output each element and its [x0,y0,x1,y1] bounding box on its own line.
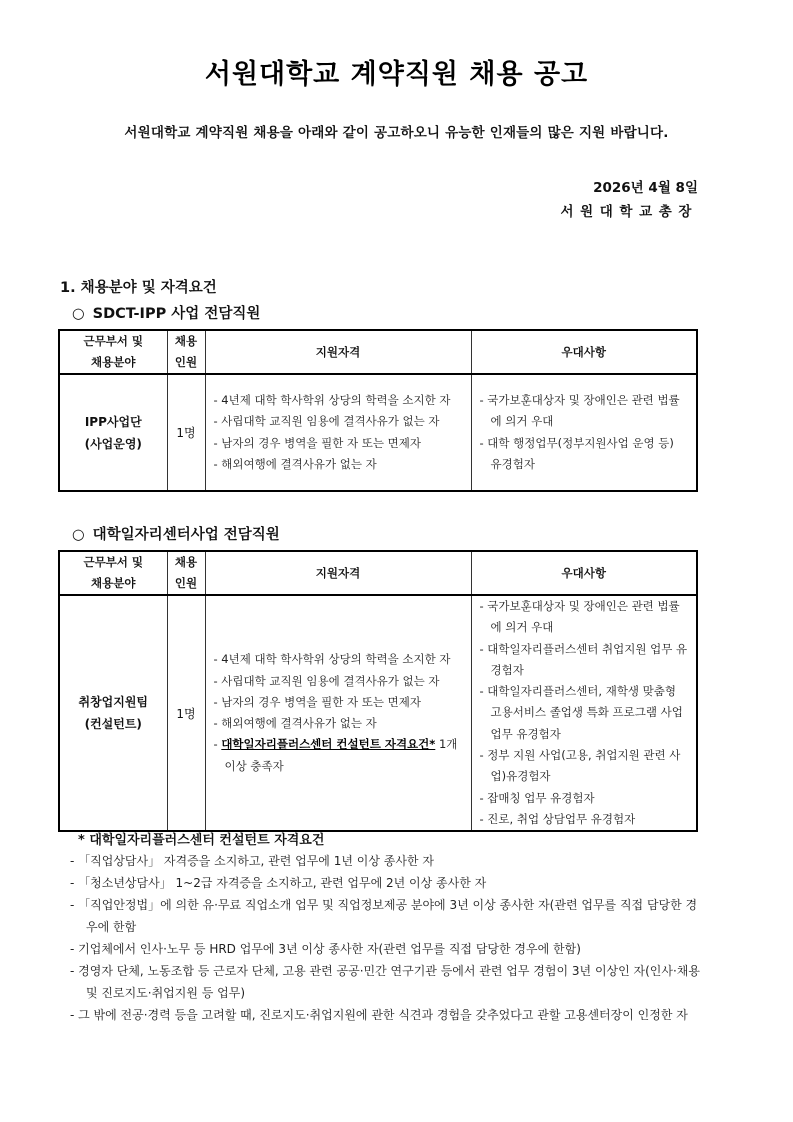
list-item: - 사립대학 교직원 임용에 결격사유가 없는 자 [213,414,440,429]
list-item: - 대학 행정업무(정부지원사업 운영 등) 유경험자 [479,435,674,471]
header-preferences: 우대사항 [471,330,697,374]
section-heading: 1. 채용분야 및 자격요건 [60,280,217,296]
position-title: 대학일자리센터사업 전담직원 [92,527,280,543]
qualifications-cell [205,595,471,831]
preferences-cell [471,374,697,491]
count-cell: 1명 [167,595,205,831]
position-table [58,329,698,492]
list-item: - 그 밖에 전공·경력 등을 고려할 때, 진로지도·취업지원에 관한 식견과 경험을 갖추었다고 관할 고용센터장이 인정한 자 [70,1008,688,1022]
list-item: - 대학일자리플러스센터 취업지원 업무 유경험자 [479,641,688,677]
circle-bullet-icon: ○ [72,306,85,322]
header-count: 채용 인원 [167,330,205,374]
list-item: - 4년제 대학 학사학위 상당의 학력을 소지한 자 [213,392,451,407]
list-item: - 국가보훈대상자 및 장애인은 관련 법률에 의거 우대 [479,392,680,429]
list-item: - 경영자 단체, 노동조합 등 근로자 단체, 고용 관련 공공·민간 연구기관 등에서 관련 업무 경험이 3년 이상인 자(인사·채용 및 진로지도·취업지원 등 업무) [70,964,700,1000]
position-title: SDCT-IPP 사업 전담직원 [92,306,261,322]
issuer-name: 서원대학교총장 [560,204,698,220]
position-subheading [72,302,260,323]
preferences-cell [471,595,697,831]
consultant-requirements-heading: * 대학일자리플러스센터 컨설턴트 자격요건 [78,833,325,848]
document-title: 서원대학교 계약직원 채용 공고 [204,59,589,90]
list-item: - 남자의 경우 병역을 필한 자 또는 면제자 [213,694,421,709]
list-item: - 4년제 대학 학사학위 상당의 학력을 소지한 자 [213,652,451,667]
header-dept: 근무부서 및 채용분야 [59,330,167,374]
list-item: - 기업체에서 인사·노무 등 HRD 업무에 3년 이상 종사한 자(관련 업무를 직접 담당한 경우에 한함) [70,942,581,956]
list-item: - 해외여행에 결격사유가 없는 자 [213,716,377,731]
header-dept: 근무부서 및 채용분야 [59,551,167,595]
table-header-row [59,551,697,595]
list-item: - 「직업상담사」 자격증을 소지하고, 관련 업무에 1년 이상 종사한 자 [70,854,434,868]
list-item: - 사립대학 교직원 임용에 결격사유가 없는 자 [213,673,440,688]
dept-cell: 취창업지원팀 (컨설턴트) [59,595,167,831]
count-cell: 1명 [167,374,205,491]
list-item: - 「청소년상담사」 1~2급 자격증을 소지하고, 관련 업무에 2년 이상 종사한 자 [70,876,487,890]
list-item: - 잡매칭 업무 유경험자 [479,790,595,805]
list-item: - 해외여행에 결격사유가 없는 자 [213,456,377,471]
table-row [59,595,697,831]
header-qualifications: 지원자격 [205,330,471,374]
position-subheading [72,523,280,544]
list-item-special: - 대학일자리플러스센터 컨설턴트 자격요건* 1개 이상 충족자 [213,737,458,773]
list-item: - 국가보훈대상자 및 장애인은 관련 법률에 의거 우대 [479,599,680,635]
list-item: - 「직업안정법」에 의한 유·무료 직업소개 업무 및 직업정보제공 분야에 3년 이상 종사한 자(관련 업무를 직접 담당한 경우에 한함 [70,898,698,934]
list-item: - 정부 지원 사업(고용, 취업지원 관련 사업)유경험자 [479,748,681,784]
list-item: - 대학일자리플러스센터, 재학생 맞춤형 고용서비스 졸업생 특화 프로그램 사업 업무 유경험자 [479,684,683,741]
consultant-requirements-reference: 대학일자리플러스센터 컨설턴트 자격요건* [221,737,436,752]
circle-bullet-icon: ○ [72,527,85,543]
notice-date: 2026년 4월 8일 [593,180,698,196]
intro-text: 서원대학교 계약직원 채용을 아래와 같이 공고하오니 유능한 인재들의 많은 지원 바랍니다. [124,125,669,141]
dept-cell: IPP사업단 (사업운영) [59,374,167,491]
table-header-row [59,330,697,374]
header-count: 채용 인원 [167,551,205,595]
consultant-requirements-list [70,850,700,1026]
qualifications-cell [205,374,471,491]
header-qualifications: 지원자격 [205,551,471,595]
header-preferences: 우대사항 [471,551,697,595]
table-row [59,374,697,491]
list-item: - 남자의 경우 병역을 필한 자 또는 면제자 [213,435,421,450]
list-item: - 진로, 취업 상담업무 유경험자 [479,811,636,826]
position-table [58,550,698,832]
